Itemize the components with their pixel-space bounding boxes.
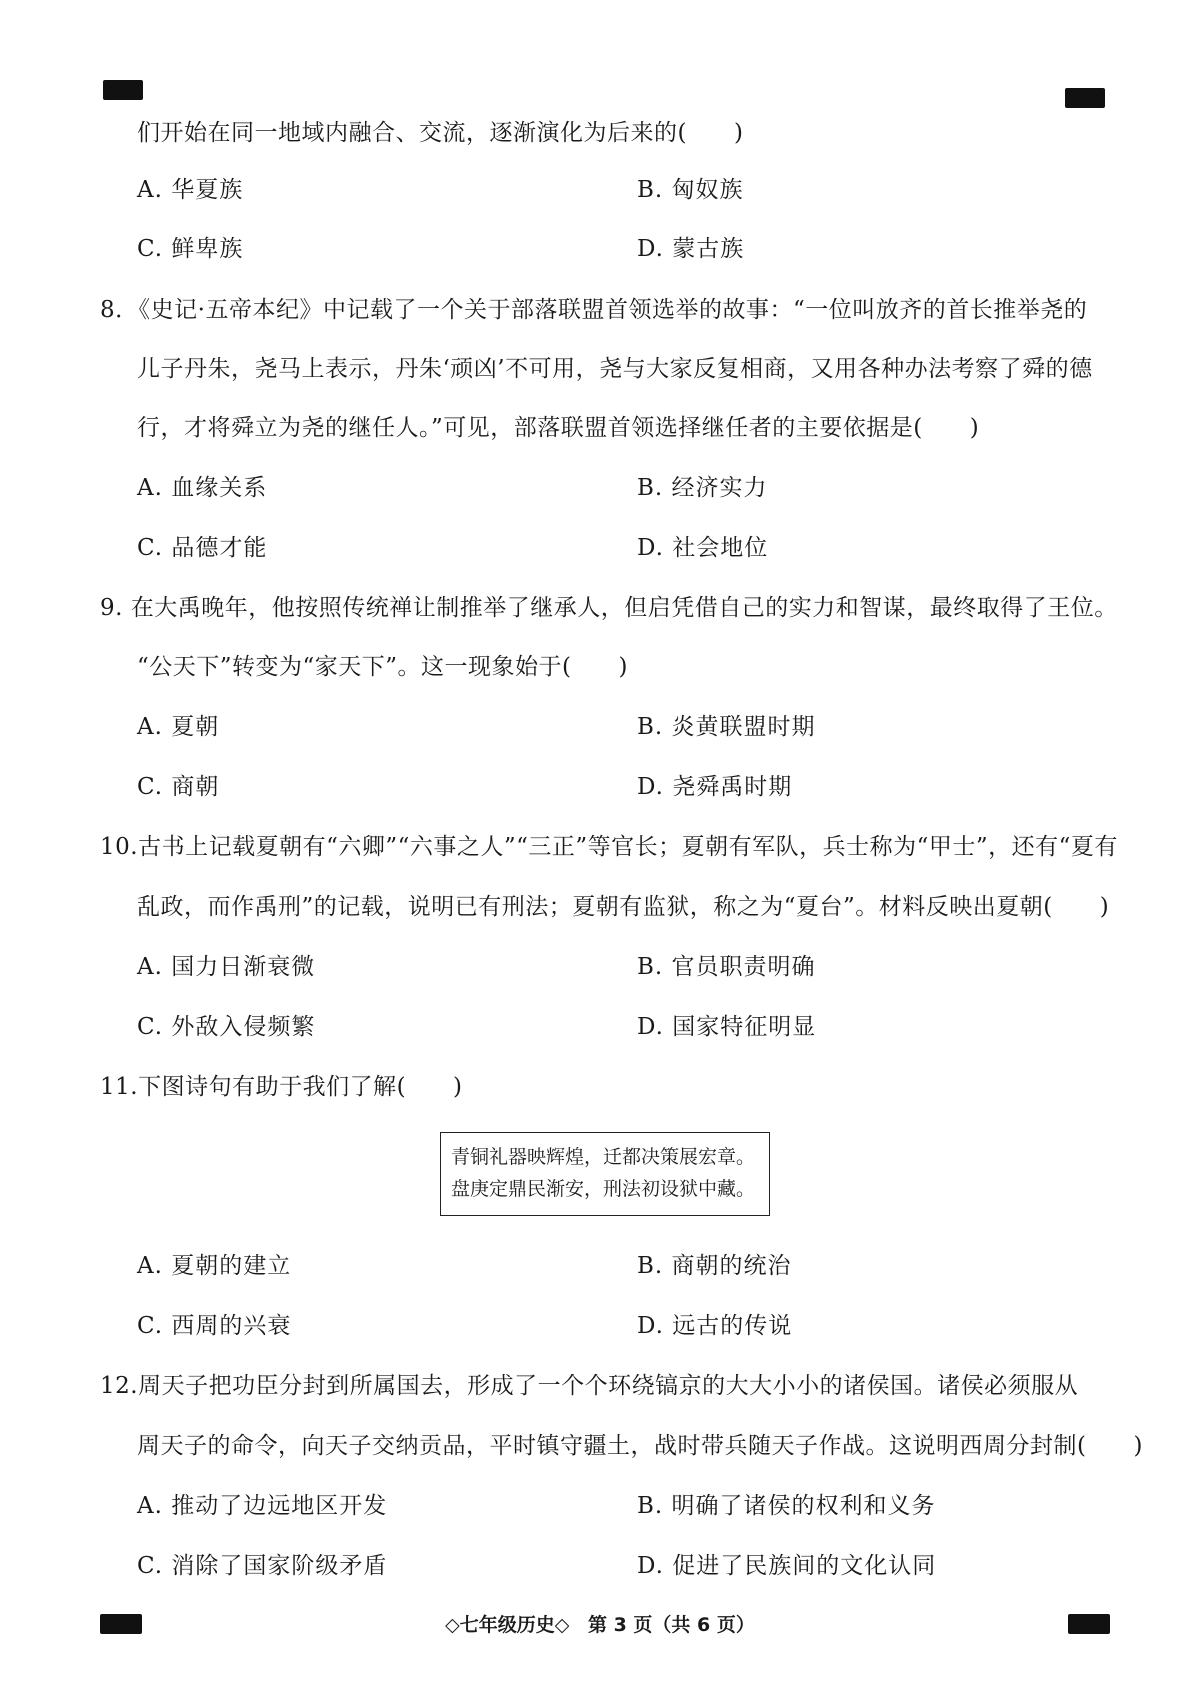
q10-stem-line-2: 乱政，而作禹刑”的记载，说明已有刑法；夏朝有监狱，称之为“夏台”。材料反映出夏朝( ) <box>137 894 1110 920</box>
footer-subject: ◇七年级历史◇ <box>445 1614 570 1636</box>
q12-option-c: C. 消除了国家阶级矛盾 <box>137 1553 388 1579</box>
poem-line-1: 青铜礼器映辉煌，迁都决策展宏章。 <box>451 1146 756 1168</box>
q11-option-c: C. 西周的兴衰 <box>137 1313 292 1339</box>
q11-option-d: D. 远古的传说 <box>637 1313 793 1339</box>
q7-option-b: B. 匈奴族 <box>637 177 744 203</box>
q11-stem-line: 11.下图诗句有助于我们了解( ) <box>100 1074 463 1100</box>
registration-mark-top-left <box>103 80 143 100</box>
q9-option-a: A. 夏朝 <box>137 714 220 740</box>
q11-option-b: B. 商朝的统治 <box>637 1253 792 1279</box>
q12-option-d: D. 促进了民族间的文化认同 <box>637 1553 937 1579</box>
q8-option-b: B. 经济实力 <box>637 475 768 501</box>
q10-option-b: B. 官员职责明确 <box>637 954 816 980</box>
q7-option-c: C. 鲜卑族 <box>137 236 244 262</box>
page-footer <box>0 1612 1200 1638</box>
q11-option-a: A. 夏朝的建立 <box>137 1253 292 1279</box>
q8-option-c: C. 品德才能 <box>137 535 268 561</box>
q10-stem-line-1: 10.古书上记载夏朝有“六卿”“六事之人”“三正”等官长；夏朝有军队，兵士称为“甲士”，还有“夏有 <box>100 834 1118 860</box>
q9-option-d: D. 尧舜禹时期 <box>637 774 793 800</box>
q8-stem-line-1: 8．《史记·五帝本纪》中记载了一个关于部落联盟首领选举的故事：“一位叫放齐的首长推举尧的 <box>100 297 1088 323</box>
q10-option-c: C. 外敌入侵频繁 <box>137 1014 316 1040</box>
poem-line-2: 盘庚定鼎民渐安，刑法初设狱中藏。 <box>451 1178 756 1200</box>
q12-option-a: A. 推动了边远地区开发 <box>137 1493 388 1519</box>
q9-stem-line-1: 9. 在大禹晚年，他按照传统禅让制推举了继承人，但启凭借自己的实力和智谋，最终取得了王位。 <box>100 595 1118 621</box>
q8-option-a: A. 血缘关系 <box>137 475 268 501</box>
q7-option-d: D. 蒙古族 <box>637 236 745 262</box>
q10-option-a: A. 国力日渐衰微 <box>137 954 316 980</box>
q8-option-d: D. 社会地位 <box>637 535 769 561</box>
q9-option-c: C. 商朝 <box>137 774 220 800</box>
registration-mark-top-right <box>1065 88 1105 108</box>
q8-stem-line-3: 行，才将舜立为尧的继任人。”可见，部落联盟首领选择继任者的主要依据是( ) <box>137 415 980 441</box>
q10-option-d: D. 国家特征明显 <box>637 1014 817 1040</box>
q9-stem-line-2: “公天下”转变为“家天下”。这一现象始于( ) <box>137 654 628 680</box>
footer-page-number: 第 3 页（共 6 页） <box>587 1614 755 1636</box>
q12-stem-line-1: 12.周天子把功臣分封到所属国去，形成了一个个环绕镐京的大大小小的诸侯国。诸侯必须服从 <box>100 1373 1079 1399</box>
q12-option-b: B. 明确了诸侯的权利和义务 <box>637 1493 936 1519</box>
q7-stem-line: 们开始在同一地域内融合、交流，逐渐演化为后来的( ) <box>137 120 744 146</box>
poem-box <box>440 1132 770 1216</box>
q12-stem-line-2: 周天子的命令，向天子交纳贡品，平时镇守疆土，战时带兵随天子作战。这说明西周分封制( ) <box>137 1433 1143 1459</box>
q8-stem-line-2: 儿子丹朱，尧马上表示，丹朱‘顽凶’不可用，尧与大家反复相商，又用各种办法考察了舜的德 <box>137 356 1093 382</box>
q7-option-a: A. 华夏族 <box>137 177 244 203</box>
q9-option-b: B. 炎黄联盟时期 <box>637 714 816 740</box>
